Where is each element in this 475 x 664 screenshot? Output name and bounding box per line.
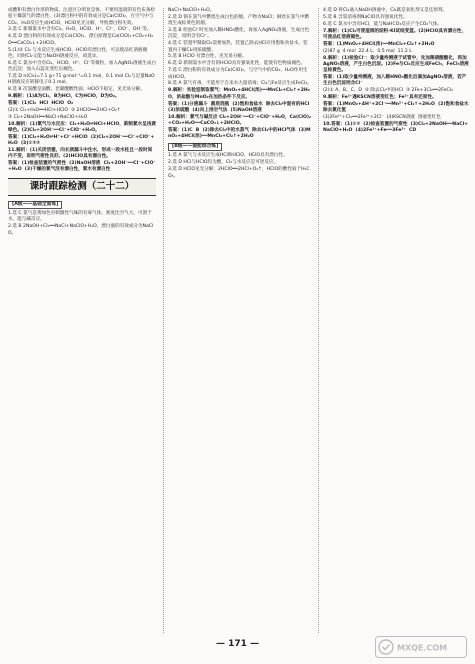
answer-line: 1.选 A 氯气与水反应生成HCl和HClO，HClO具有漂白性。 — [168, 153, 288, 159]
answer-line: 7.选 D n(Cl₂)=7.1 g÷71 g·mol⁻¹=0.1 mol，0.1 mol Cl₂与足量NaOH溶液反应转移电子0.1 mol。 — [8, 73, 155, 86]
answer-line: 3.选 B 检验Cl⁻时先加入稀HNO₃酸化，再加入AgNO₃溶液，生成白色沉淀，说明含有Cl⁻。 — [168, 28, 310, 40]
answer-line: 8.解析：(1)检验Cl⁻：取少量待测液于试管中，先加稀硝酸酸化，再加AgNO₃溶液，产生白色沉淀。(2)Fe与Cl₂反应生成FeCl₃，FeCl₃溶液呈棕黄色。 — [323, 55, 469, 74]
column-left-text-after — [8, 211, 156, 237]
answer-line: 5.选 B 含氯消毒剂NaClO具有强氧化性。 — [323, 14, 408, 20]
answer-line: 答案：(1)MnO₂+4H⁺+2Cl⁻══Mn²⁺+Cl₂↑+2H₂O (2)饱和食盐水 除去氯化氢 — [323, 102, 472, 114]
answer-line: (2)87 g 4 mol 22.4 L；0.5 mol 11.2 L — [323, 48, 412, 54]
answer-line: 3.选 C 新制氯水中含有Cl₂、H₂O、HClO、H⁺、Cl⁻、ClO⁻、OH⁻等。 — [8, 27, 152, 33]
answer-line: 10.答案：(1)①② (2)检查装置的气密性 (3)Cl₂+2NaOH══NaCl+NaClO+H₂O (4)2Fe³⁺+Fe══3Fe²⁺ CD — [323, 122, 469, 134]
answer-line: 4.选 D 漂白粉的有效成分是Ca(ClO)₂，漂白原理是Ca(ClO)₂+CO₂+H₂O══CaCO₃↓+2HClO。 — [8, 34, 154, 46]
answer-line: 答案：(1)MnO₂+4HCl(浓)══MnCl₂+Cl₂↑+2H₂O — [323, 41, 435, 47]
answer-line: 3.选 D HClO见光分解：2HClO══2HCl+O₂↑，HClO的酸性弱于H₂CO₃。 — [168, 167, 310, 179]
column-right-text — [323, 8, 472, 135]
answer-line: 7.解析：(1)Cl₂可使湿润的淀粉-KI试纸变蓝。(2)HClO具有漂白性，可使品红溶液褪色。 — [323, 28, 467, 40]
answer-line: (2)① Cl₂+H₂O══HCl+HClO ② 2HClO══2HCl+O₂↑ — [8, 107, 121, 113]
answer-line: 6.选 D 新制氯水中含有的HClO具有强氧化性，能使有色物质褪色。 — [168, 61, 306, 67]
answer-line: 答案：(1)分液漏斗 圆底烧瓶 (2)饱和食盐水 除去Cl₂中混有的HCl (3)浓硫酸 (4)向上排空气法 (5)NaOH溶液 — [168, 101, 313, 113]
answer-line: 9.解析：Fe³⁺遇KSCN溶液变红色；Fe²⁺具有还原性。 — [323, 95, 437, 101]
column-right — [318, 8, 472, 633]
answer-line: 5.(1)② Cl₂ 与水反应生成HClO，HClO有漂白性，可以使品红溶液褪色；同时Cl₂又能与NaOH溶液反应，故选②。 — [8, 47, 148, 59]
answer-line: 2.选 B 2NaOH+Cl₂══NaCl+NaClO+H₂O，漂白液的有效成分为NaClO。 — [8, 224, 154, 236]
answer-line: 答案：(1)检查装置的气密性 (2)NaOH溶液 Cl₂+2OH⁻══Cl⁻+ClO⁻+H₂O (3)干燥的氯气没有漂白性，氯水有漂白性 — [8, 161, 156, 173]
answer-line: (2)① A、B、C、D ② 除去Cl₂中的HCl ③ 2Fe+3Cl₂══2FeCl₃ — [323, 88, 453, 94]
answer-line: 6.选 C 氯水中含有HCl，能与NaHCO₃反应产生CO₂气体。 — [323, 21, 442, 27]
column-left — [8, 8, 156, 633]
answer-line: 答案：(1)C B (2)除去Cl₂中的水蒸气 除去Cl₂中的HCl气体 (3)MnO₂+4HCl(浓)══MnCl₂+Cl₂↑+2H₂O — [168, 127, 311, 140]
answer-line: 答案：(1)Cl₂ HCl HClO O₂ — [8, 100, 74, 106]
answer-line: 10.解析：(1)氯气与水反应：Cl₂+H₂O⇌HCl+HClO，新制氯水呈浅黄绿色。(2)Cl₂+2OH⁻══Cl⁻+ClO⁻+H₂O。 — [8, 121, 156, 133]
answer-line: 4.选 C 装置甲制取Cl₂需要加热，装置乙除去HCl应用饱和食盐水，装置丙干燥Cl₂用浓硫酸。 — [168, 41, 308, 53]
answer-line: 6.选 C 氯水中含有Cl₂、HClO、H⁺、Cl⁻等微粒，加入AgNO₃溶液生成白色沉淀；加入石蕊先变红后褪色。 — [8, 60, 157, 73]
answer-line: 9.解析：实验室制取氯气：MnO₂+4HCl(浓)══MnCl₂+Cl₂↑+2H₂O，浓盐酸与MnO₂在加热条件下反应。 — [168, 88, 310, 100]
column-middle — [163, 8, 312, 633]
answer-line: NaCl+NaClO+H₂O。 — [168, 8, 215, 13]
answer-line: 11.解析：(1)关闭活塞，向长颈漏斗中注水，形成一段水柱且一段时间内不变，说明气密性良好。(2)HClO具有漂白性。 — [8, 147, 153, 160]
page-number: — 171 — — [215, 639, 260, 649]
answer-line: 8.选 A 氯气有毒，不能用于自来水大量消毒；Cl₂与Fe反应生成FeCl₃。 — [168, 81, 312, 87]
answer-line: (3)2Fe²⁺+Cl₂══2Fe³⁺+2Cl⁻ (4)KSCN溶液 溶液变红色 — [323, 115, 441, 121]
answer-line: 成酸和有漂白作用的物质，注意区分明显是体，不要用湿润的有色布条检验干燥氯气的漂白性。(3)漂白粉中的有效成分是Ca(ClO)₂，在空气中与CO₂、H₂O反应生成HClO，HClO见光分解，导致漂白粉失效。 — [8, 8, 156, 26]
answer-line: 答案：(1)取少量待测液，加入稀HNO₃酸化后滴加AgNO₃溶液，若产生白色沉淀则含Cl⁻ — [323, 75, 467, 87]
answer-line: 5.选 B HClO 有漂白性，见光易分解。 — [168, 54, 247, 60]
answer-line: 2.选 D HCl与HClO均为酸，Cl₂与水反应是可逆反应。 — [168, 160, 279, 166]
answer-line: 答案：(1)Cl₂+H₂O⇌H⁺+Cl⁻+HClO (2)Cl₂+2OH⁻══Cl⁻+ClO⁻+H₂O (3)①②③ — [8, 134, 155, 147]
watermark-logo — [375, 636, 467, 658]
column-middle-text — [168, 8, 312, 140]
answer-line: 4.选 D 将Cl₂通入NaOH溶液中，Cl₂既是氧化剂又是还原剂。 — [323, 8, 448, 13]
section-subhead-a: [A级——基础全面练] — [8, 201, 62, 209]
answer-line: 1.选 C 氯气是黄绿色有刺激性气味的有毒气体，密度比空气大，可溶于水，能与碱反应。 — [8, 211, 152, 223]
svg-text:MXQE.COM: MXQE.COM — [397, 643, 448, 653]
answer-line: 10.解析：氯气与碱反应 Cl₂+2OH⁻══Cl⁻+ClO⁻+H₂O，Ca(ClO)₂+CO₂+H₂O══CaCO₃↓+2HClO。 — [168, 114, 312, 126]
answer-line: 9.解析：(1)A为Cl₂，B为HCl，C为HClO，D为O₂。 — [8, 94, 120, 100]
answer-line: 2.选 D 钠在氯气中燃烧生成白色的烟，产物为NaCl；铜丝在氯气中燃烧生成棕黄色的烟。 — [168, 14, 310, 27]
section-banner: 课时跟踪检测（二十二） — [8, 178, 156, 196]
answer-line: 8.选 B 次氯酸是弱酸，比碳酸酸性弱；HClO不稳定，见光易分解。 — [8, 87, 145, 93]
column-middle-text-after — [168, 153, 312, 179]
answer-line: 7.选 C 漂白粉的有效成分为Ca(ClO)₂，与空气中的CO₂、H₂O作用生成HClO。 — [168, 68, 308, 80]
section-subhead-b: [B级——提能综合练] — [168, 143, 222, 151]
column-left-text — [8, 8, 156, 174]
answer-line: ③ Cl₂+2NaOH══NaCl+NaClO+H₂O — [8, 114, 88, 120]
